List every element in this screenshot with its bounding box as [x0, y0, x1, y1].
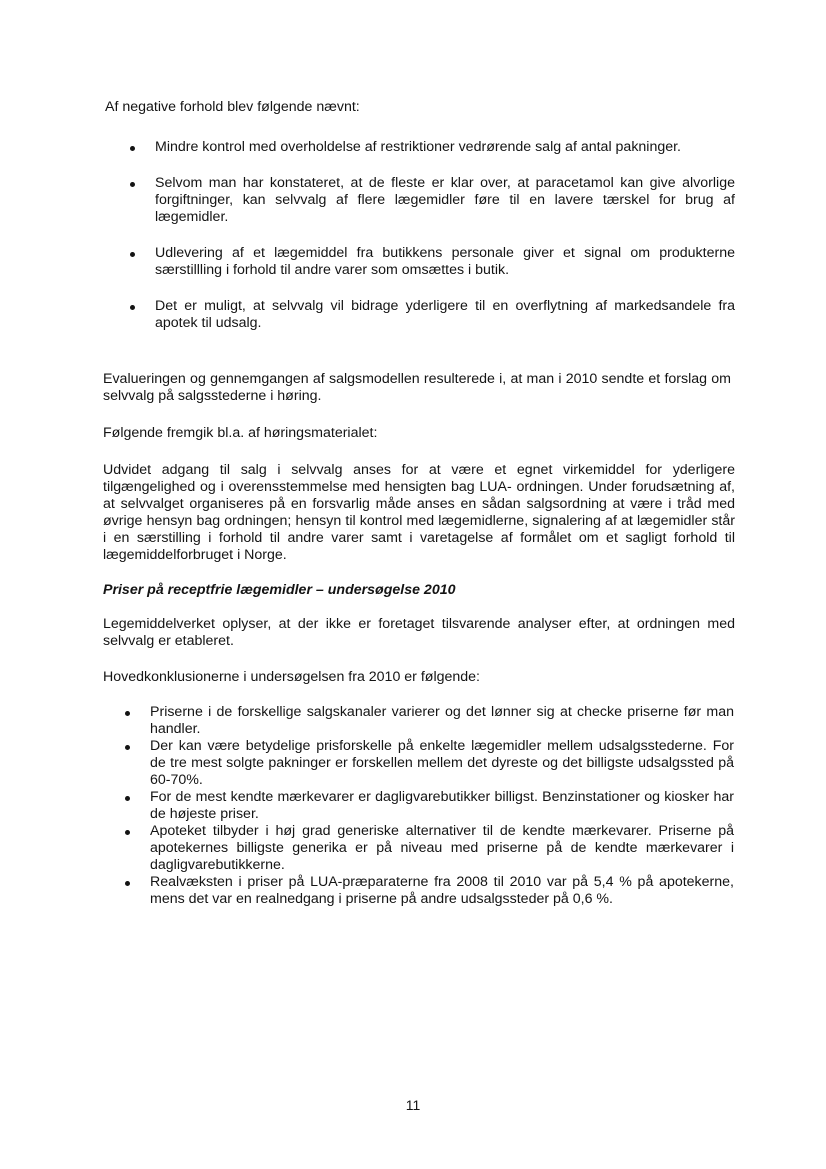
list-item	[155, 245, 735, 279]
list-item	[150, 704, 734, 738]
bullet-icon	[130, 252, 135, 257]
bullet-icon	[125, 711, 130, 716]
legemiddel-paragraph: Legemiddelverket oplyser, at der ikke er foretaget tilsvarende analyser efter, at ordningen med selvvalg er etableret.	[103, 616, 735, 649]
list-item	[155, 298, 735, 332]
list-item-text: Udlevering af et lægemiddel fra butikkens personale giver et signal om produkterne særstillling i forhold til andre varer som omsættes i butik.	[155, 245, 735, 278]
list-item	[150, 738, 734, 789]
list-item	[155, 139, 735, 156]
list-item-text: Selvom man har konstateret, at de fleste er klar over, at paracetamol kan give alvorlige forgiftninger, kan selvvalg af flere lægemidler føre til en lavere tærskel for brug af lægemidler.	[155, 175, 735, 225]
bullet-icon	[125, 796, 130, 801]
negatives-list	[155, 139, 735, 351]
bullet-icon	[130, 146, 135, 151]
hearing-paragraph: Udvidet adgang til salg i selvvalg anses for at være et egnet virkemiddel for yderligere tilgængelighed og i overensstemmelse med hensigten bag LUA- ordningen. Under forudsætning af, at selvvalget organiseres på en forsvarlig måde anses en sådan salgsordning at være i tråd med øvrige hensyn bag ordningen; hensyn til kontrol med lægemidlerne, signalering af at lægemidler står i en særstilling i forhold til andre varer samt i varetagelse af formålet om et sagligt forhold til lægemiddelforbruget i Norge.	[103, 462, 735, 563]
bullet-icon	[125, 830, 130, 835]
list-item-text: Priserne i de forskellige salgskanaler varierer og det lønner sig at checke priserne før man handler.	[150, 704, 734, 737]
list-item-text: For de mest kendte mærkevarer er dagligvarebutikker billigst. Benzinstationer og kiosker har de højeste priser.	[150, 789, 734, 822]
conclusions-intro: Hovedkonklusionerne i undersøgelsen fra 2010 er følgende:	[103, 669, 480, 685]
bullet-icon	[125, 745, 130, 750]
list-item	[150, 874, 734, 908]
list-item	[150, 823, 734, 874]
evaluation-paragraph: Evalueringen og gennemgangen af salgsmodellen resulterede i, at man i 2010 sendte et forslag om selvvalg på salgsstederne i høring.	[103, 371, 731, 404]
list-item-text: Der kan være betydelige prisforskelle på enkelte lægemidler mellem udsalgsstederne. For de tre mest solgte pakninger er forskellen mellem det dyreste og det billigste udsalgssted på 60-70%.	[150, 738, 734, 788]
list-item-text: Mindre kontrol med overholdelse af restriktioner vedrørende salg af antal pakninger.	[155, 139, 682, 155]
list-item	[150, 789, 734, 823]
section-heading: Priser på receptfrie lægemidler – undersøgelse 2010	[103, 582, 456, 598]
negatives-intro: Af negative forhold blev følgende nævnt:	[105, 99, 360, 115]
bullet-icon	[130, 182, 135, 187]
page-number: 11	[405, 1097, 421, 1113]
list-item	[155, 175, 735, 226]
list-item-text: Det er muligt, at selvvalg vil bidrage yderligere til en overflytning af markedsandele fra apotek til udsalg.	[155, 298, 735, 331]
bullet-icon	[130, 305, 135, 310]
list-item-text: Realvæksten i priser på LUA-præparaterne fra 2008 til 2010 var på 5,4 % på apotekerne, mens det var en realnedgang i priserne på andre udsalgssteder på 0,6 %.	[150, 874, 734, 907]
hearing-intro: Følgende fremgik bl.a. af høringsmaterialet:	[103, 425, 378, 441]
conclusions-list	[150, 704, 734, 908]
list-item-text: Apoteket tilbyder i høj grad generiske alternativer til de kendte mærkevarer. Priserne på apotekernes billigste generika er på niveau med priserne på de kendte mærkevarer i dagligvarebutikkerne.	[150, 823, 734, 873]
bullet-icon	[125, 881, 130, 886]
